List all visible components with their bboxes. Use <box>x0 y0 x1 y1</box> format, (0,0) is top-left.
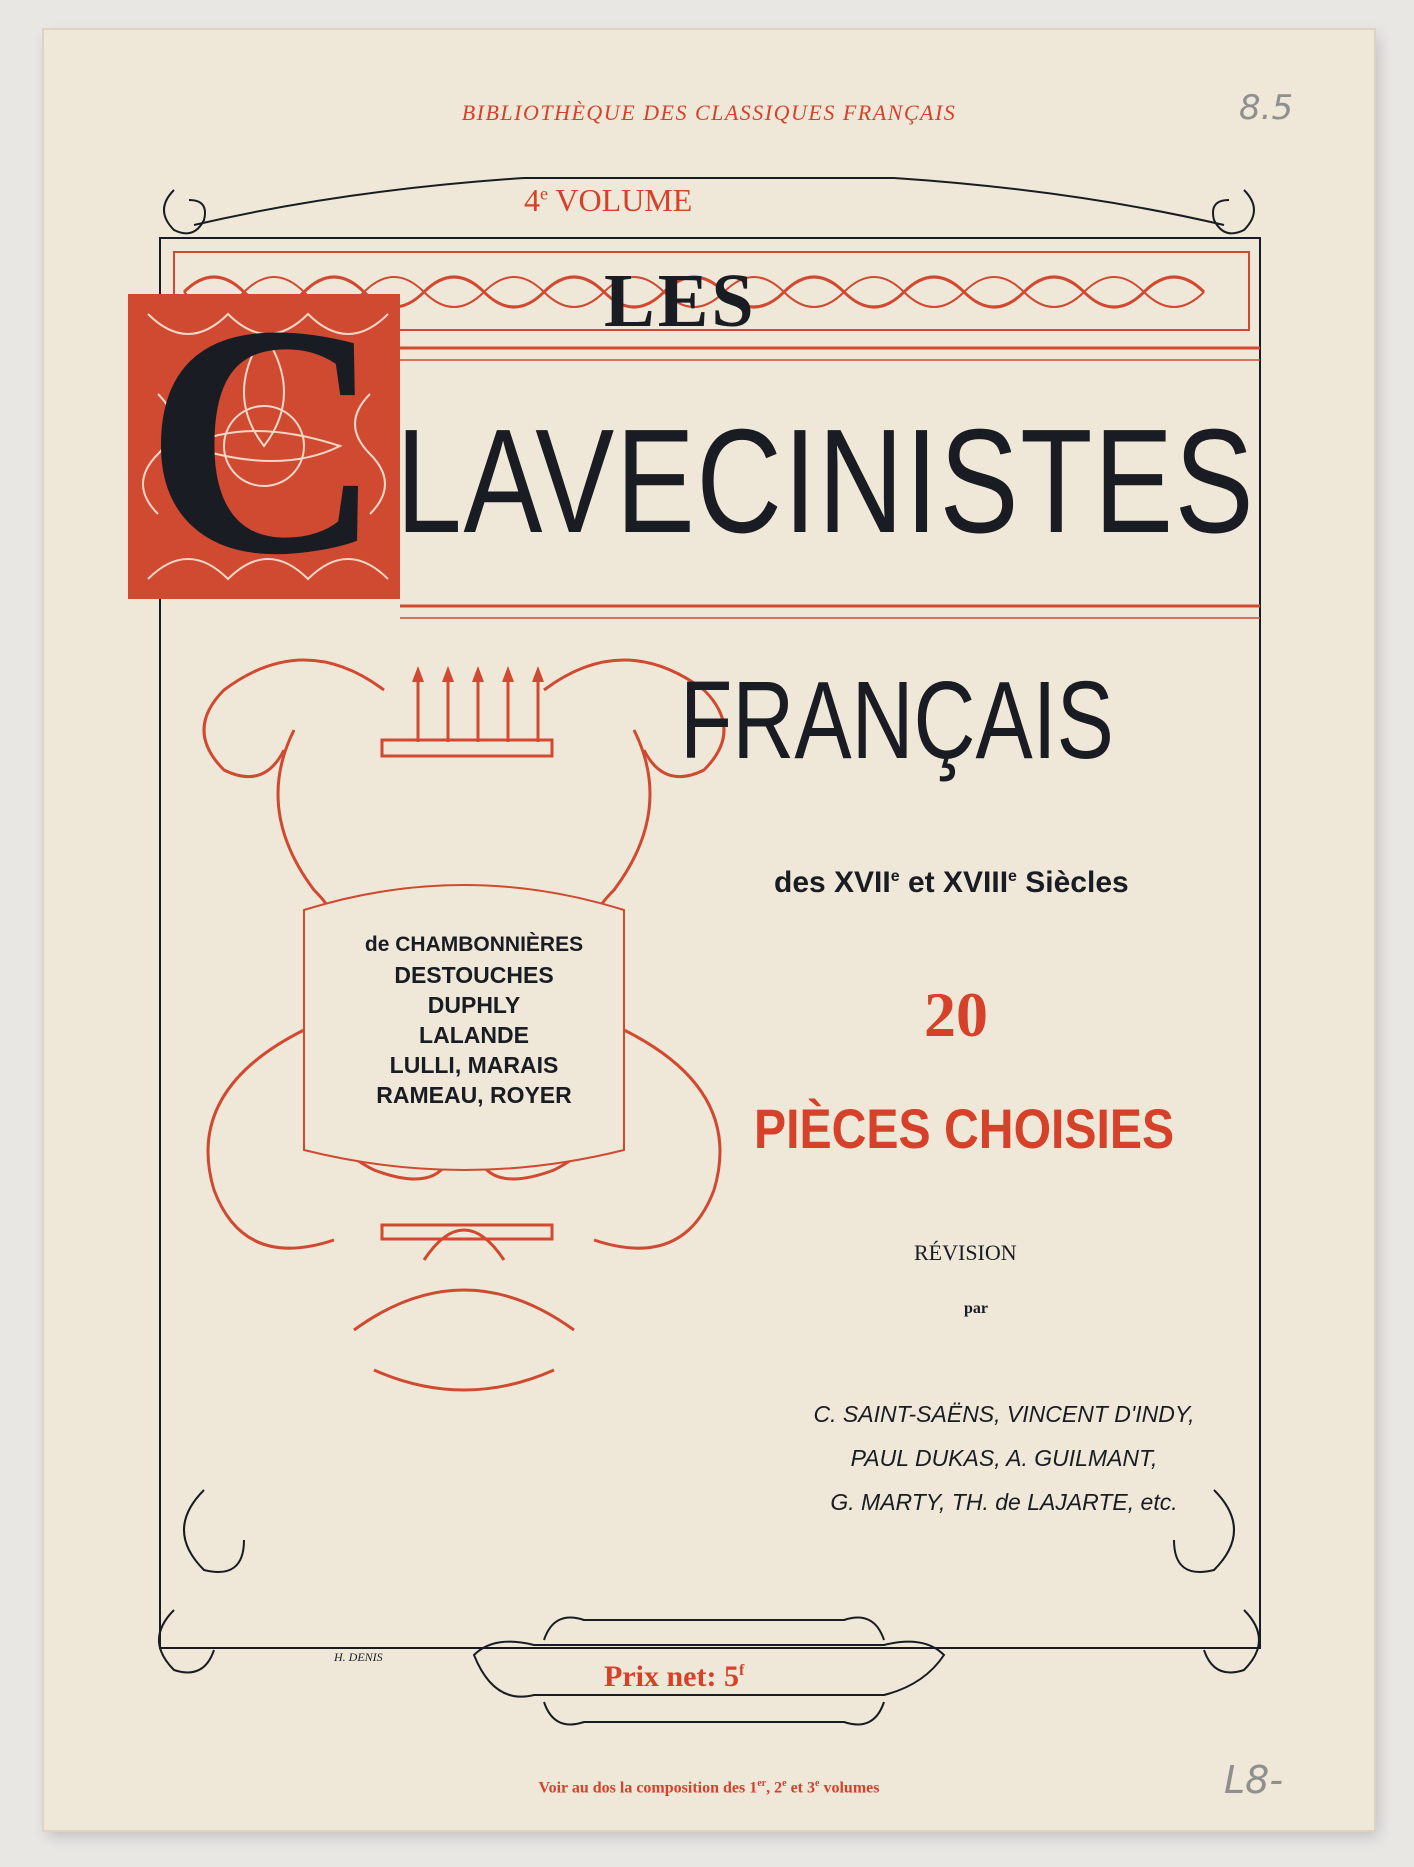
footer-sup: e <box>782 1778 787 1789</box>
century-17: XVII <box>834 866 891 899</box>
price-text: Prix net: 5 <box>604 1660 739 1693</box>
title-francais: FRANÇAIS <box>680 659 1114 782</box>
by-label: par <box>964 1300 988 1317</box>
footer-sup: e <box>815 1778 820 1789</box>
century-18: XVIII <box>943 866 1009 899</box>
footer-text: et 3 <box>786 1779 816 1797</box>
composers-line: DESTOUCHES <box>394 962 554 988</box>
footer-sup: er <box>757 1778 767 1789</box>
centuries-part: Siècles <box>1016 866 1129 899</box>
title-clavecinistes: LAVECINISTES <box>396 399 1256 564</box>
composers-line: de CHAMBONNIÈRES <box>364 933 584 956</box>
century-18-suffix: e <box>1008 868 1017 885</box>
composers-line: RAMEAU, ROYER <box>376 1082 572 1108</box>
revision-label: RÉVISION <box>914 1240 1017 1265</box>
pencil-note-bottom: L8- <box>1224 1758 1284 1802</box>
illustrator-signature: H. DENIS <box>334 1650 383 1664</box>
centuries-subtitle <box>774 866 1129 900</box>
composers-line: DUPHLY <box>427 992 521 1018</box>
title-les: LES <box>604 259 757 343</box>
revisers-line: G. MARTY, TH. de LAJARTE, etc. <box>830 1489 1178 1515</box>
price-unit: f <box>738 1662 745 1679</box>
pieces-count: 20 <box>924 979 988 1050</box>
series-title: BIBLIOTHÈQUE DES CLASSIQUES FRANÇAIS <box>461 100 957 125</box>
centuries-part: et <box>899 866 943 899</box>
footer-note <box>44 1778 1374 1797</box>
revisers-line: C. SAINT-SAËNS, VINCENT D'INDY, <box>813 1401 1195 1427</box>
composers-list <box>324 930 624 1110</box>
volume-suffix: e <box>540 183 548 204</box>
volume-label <box>524 182 692 219</box>
pencil-note-top: 8.5 <box>1239 88 1294 128</box>
century-17-suffix: e <box>890 868 900 885</box>
composers-line: LULLI, MARAIS <box>389 1052 559 1078</box>
title-initial: C <box>144 258 384 623</box>
price-label <box>604 1660 744 1694</box>
revisers-list <box>744 1392 1264 1524</box>
composers-line: LALANDE <box>419 1022 529 1048</box>
footer-text: volumes <box>819 1779 880 1797</box>
pieces-heading: PIÈCES CHOISIES <box>754 1097 1175 1160</box>
volume-number: 4 <box>524 182 540 218</box>
revisers-line: PAUL DUKAS, A. GUILMANT, <box>850 1445 1158 1471</box>
book-cover <box>44 30 1374 1830</box>
volume-word: VOLUME <box>548 182 693 218</box>
footer-text: , 2 <box>766 1779 783 1797</box>
footer-text: Voir au dos la composition des 1 <box>538 1779 758 1797</box>
centuries-part: des <box>774 866 835 899</box>
